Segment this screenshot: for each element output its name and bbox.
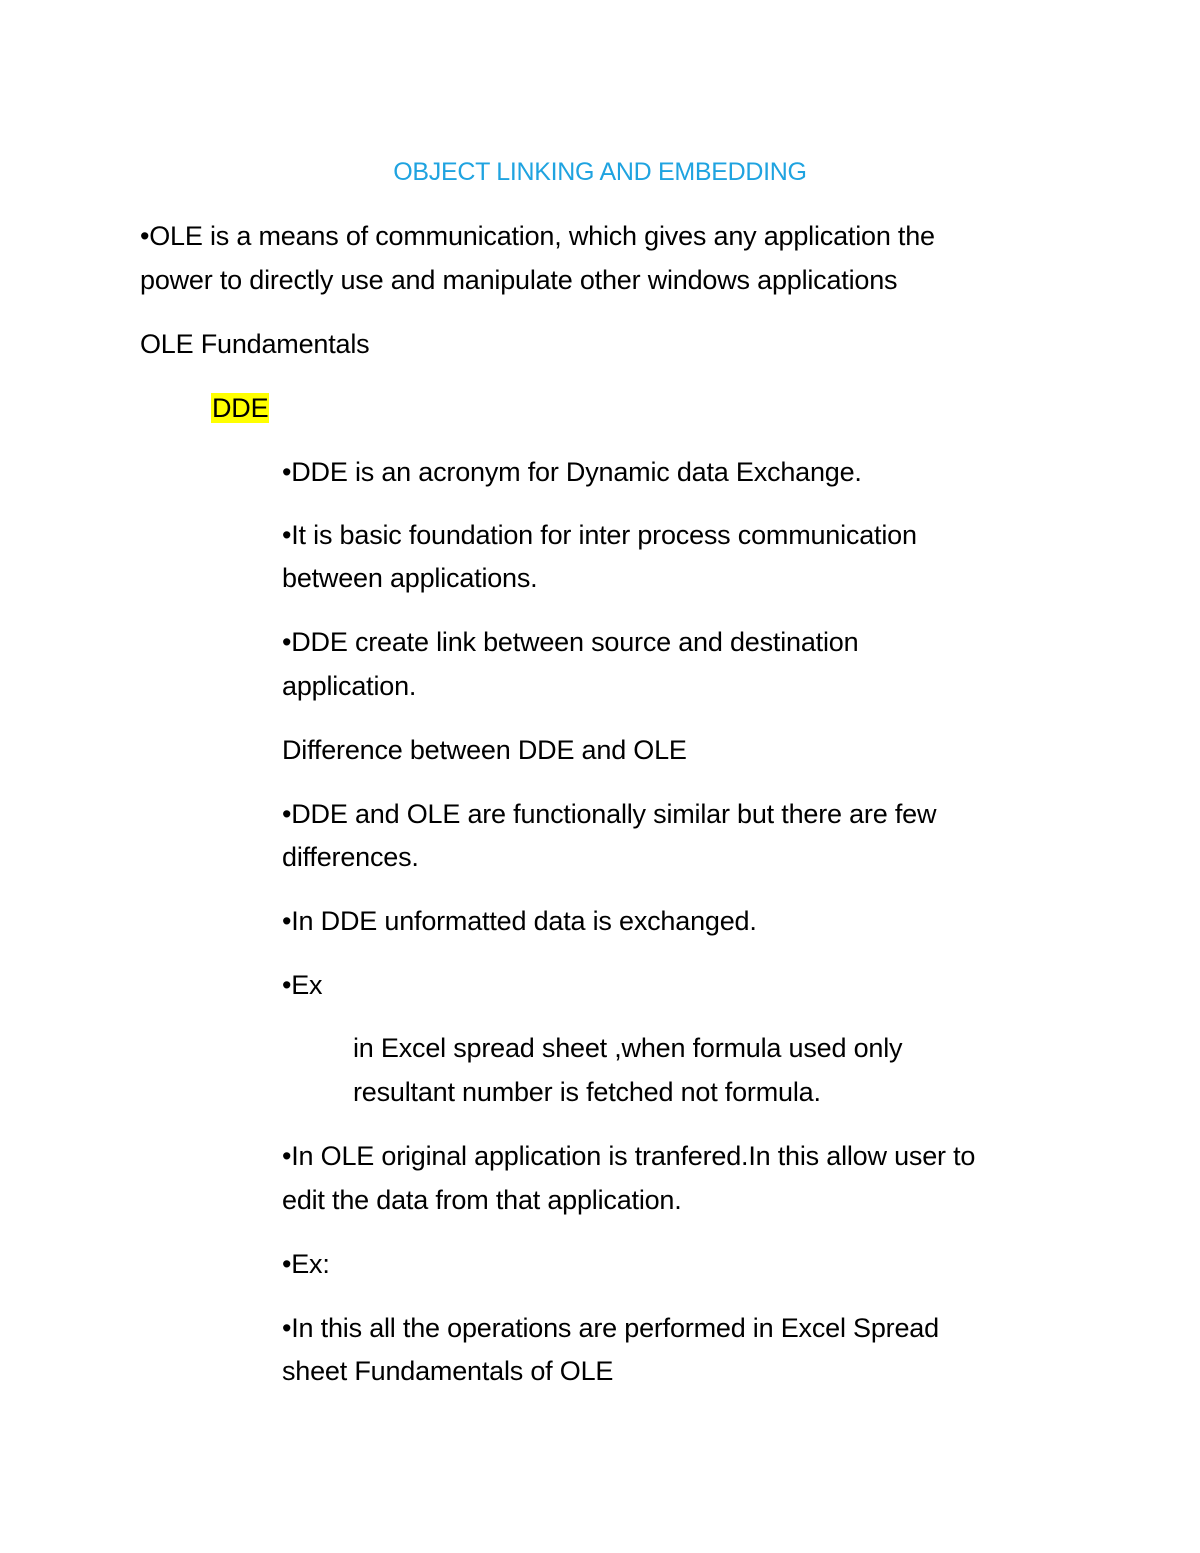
- difference-point-1-line-1: •DDE and OLE are functionally similar but there are few: [282, 799, 937, 829]
- difference-point-5: •Ex:: [282, 1249, 330, 1279]
- dde-point-3-line-1: •DDE create link between source and destination: [282, 627, 859, 657]
- section-heading-ole-fundamentals: OLE Fundamentals: [140, 329, 370, 359]
- document-title: OBJECT LINKING AND EMBEDDING: [393, 158, 807, 186]
- intro-line-1: •OLE is a means of communication, which gives any application the: [140, 221, 935, 251]
- example-line-2: resultant number is fetched not formula.: [353, 1077, 821, 1107]
- difference-point-6-line-1: •In this all the operations are performed in Excel Spread: [282, 1313, 939, 1343]
- dde-point-2-line-2: between applications.: [282, 563, 538, 593]
- dde-point-1: •DDE is an acronym for Dynamic data Exchange.: [282, 457, 862, 487]
- example-line-1: in Excel spread sheet ,when formula used only: [353, 1033, 903, 1063]
- difference-point-2: •In DDE unformatted data is exchanged.: [282, 906, 757, 936]
- difference-point-6-line-2: sheet Fundamentals of OLE: [282, 1356, 614, 1386]
- difference-heading: Difference between DDE and OLE: [282, 735, 687, 765]
- difference-point-4-line-1: •In OLE original application is tranfered.In this allow user to: [282, 1141, 976, 1171]
- dde-point-2-line-1: •It is basic foundation for inter process communication: [282, 520, 917, 550]
- dde-point-3-line-2: application.: [282, 671, 417, 701]
- intro-line-2: power to directly use and manipulate other windows applications: [140, 265, 898, 295]
- subsection-heading-dde: [211, 386, 269, 430]
- highlighted-text: DDE: [212, 393, 269, 423]
- difference-point-4-line-2: edit the data from that application.: [282, 1185, 682, 1215]
- difference-point-1-line-2: differences.: [282, 842, 419, 872]
- difference-point-3: •Ex: [282, 970, 323, 1000]
